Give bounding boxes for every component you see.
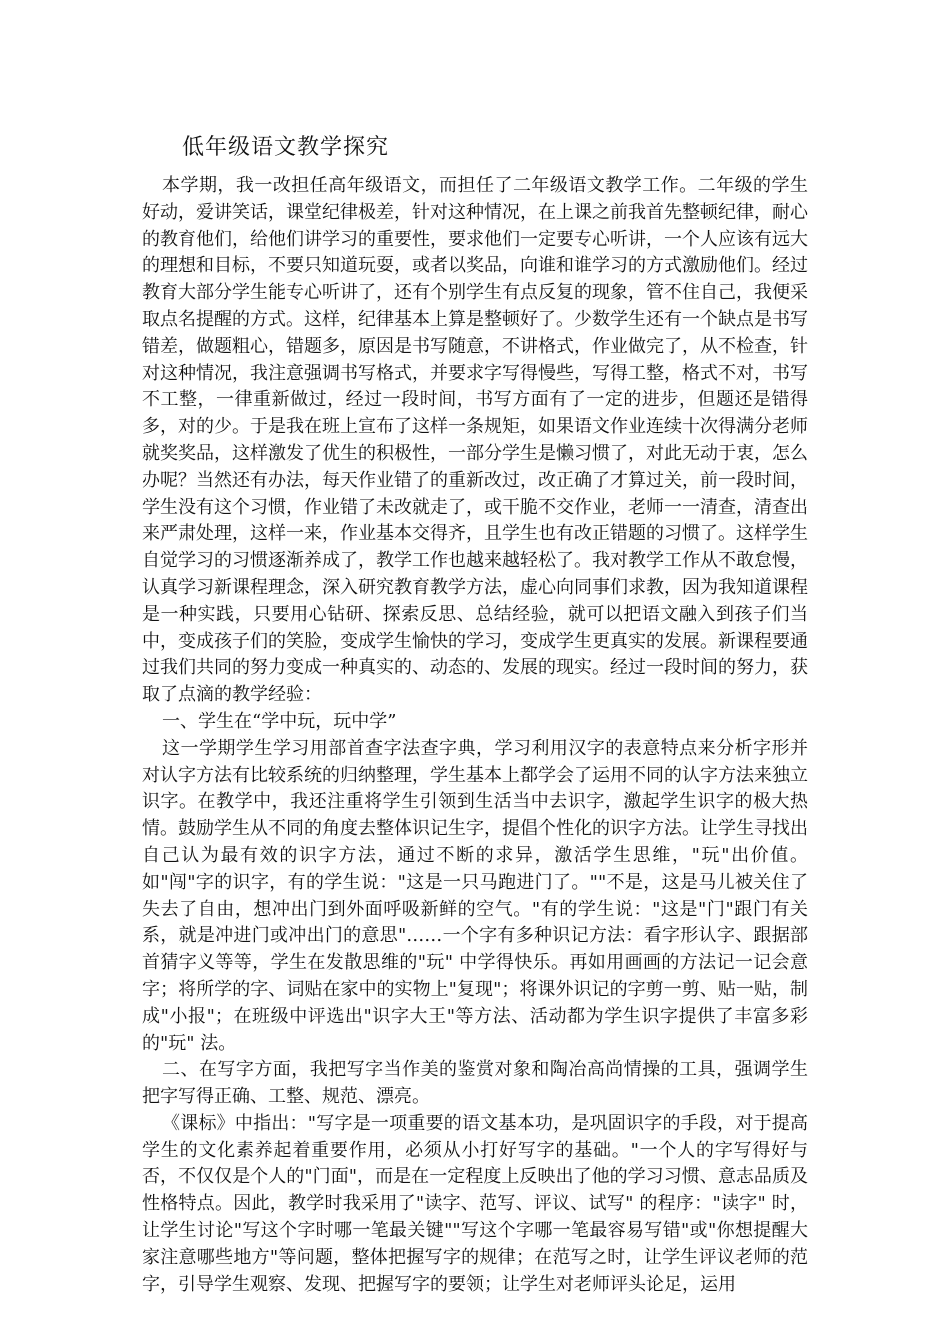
section-heading: 一、学生在“学中玩，玩中学” [162,710,397,732]
body-paragraph: 二、在写字方面，我把写字当作美的鉴赏对象和陶冶高尚情操的工具，强调学生把字写得正确、工整、规范、漂亮。 [142,1059,808,1108]
document-title: 低年级语文教学探究 [182,135,390,160]
body-paragraph: 本学期，我一改担任高年级语文，而担任了二年级语文教学工作。二年级的学生好动，爱讲笑话，课堂纪律极差，针对这种情况，在上课之前我首先整顿纪律，耐心的教育他们，给他们讲学习的重要性，要求他们一定要专心听讲，一个人应该有远大的理想和目标，不要只知道玩耍，或者以奖品，向谁和谁学习的方式激励他们。经过教育大部分学生能专心听讲了，还有个别学生有点反复的现象，管不住自己，我便采取点名提醒的方式。这样，纪律基本上算是整顿好了。少数学生还有一个缺点是书写错差，做题粗心，错题多，原因是书写随意，不讲格式，作业做完了，从不检查，针对这种情况，我注意强调书写格式，并要求字写得慢些，写得工整，格式不对，书写不工整，一律重新做过，经过一段时间，书写方面有了一定的进步，但题还是错得多，对的少。于是我在班上宣布了这样一条规矩，如果语文作业连续十次得满分老师就奖奖品，这样激发了优生的积极性，一部分学生是懒习惯了，对此无动于衷，怎么办呢？当然还有办法，每天作业错了的重新改过，改正确了才算过关，前一段时间，学生没有这个习惯，作业错了未改就走了，或干脆不交作业，老师一一清查，清查出来严肃处理，这样一来，作业基本交得齐，且学生也有改正错题的习惯了。这样学生自觉学习的习惯逐渐养成了，教学工作也越来越轻松了。我对教学工作从不敢怠慢，认真学习新课程理念，深入研究教育教学方法，虚心向同事们求教，因为我知道课程是一种实践，只要用心钻研、探索反思、总结经验，就可以把语文融入到孩子们当中，变成孩子们的笑脸，变成学生愉快的学习，变成学生更真实的发展。新课程要通过我们共同的努力变成一种真实的、动态的、发展的现实。经过一段时间的努力，获取了点滴的教学经验： [142,175,808,706]
body-paragraph: 这一学期学生学习用部首查字法查字典，学习利用汉字的表意特点来分析字形并对认字方法有比较系统的归纳整理，学生基本上都学会了运用不同的认字方法来独立识字。在教学中，我还注重将学生引领到生活当中去识字，激起学生识字的极大热情。鼓励学生从不同的角度去整体识记生字，提倡个性化的识字方法。让学生寻找出自己认为最有效的识字方法，通过不断的求异，激活学生思维，"玩"出价值。如"闯"字的识字，有的学生说："这是一只马跑进门了。""不是，这是马儿被关住了失去了自由，想冲出门到外面呼吸新鲜的空气。"有的学生说："这是"门"跟门有关系，就是冲进门或冲出门的意思"……一个字有多种识记方法：看字形认字、跟据部首猜字义等等，学生在发散思维的"玩" 中学得快乐。再如用画画的方法记一记会意字；将所学的字、词贴在家中的实物上"复现"；将课外识记的字剪一剪、贴一贴，制成"小报"；在班级中评选出"识字大王"等方法、活动都为学生识字提供了丰富多彩的"玩" 法。 [142,737,808,1054]
body-paragraph: 《课标》中指出："写字是一项重要的语文基本功，是巩固识字的手段，对于提高学生的文化素养起着重要作用，必须从小打好写字的基础。"一个人的字写得好与否，不仅仅是个人的"门面"，而是在一定程度上反映出了他的学习习惯、意志品质及性格特点。因此，教学时我采用了"读字、范写、评议、试写" 的程序："读字" 时，让学生讨论"写这个字时哪一笔最关键""写这个字哪一笔最容易写错"或"你想提醒大家注意哪些地方"等问题，整体把握写字的规律；在范写之时，让学生评议老师的范字，引导学生观察、发现、把握写字的要领；让学生对老师评头论足，运用 [142,1112,808,1295]
document-page [142,132,808,1298]
